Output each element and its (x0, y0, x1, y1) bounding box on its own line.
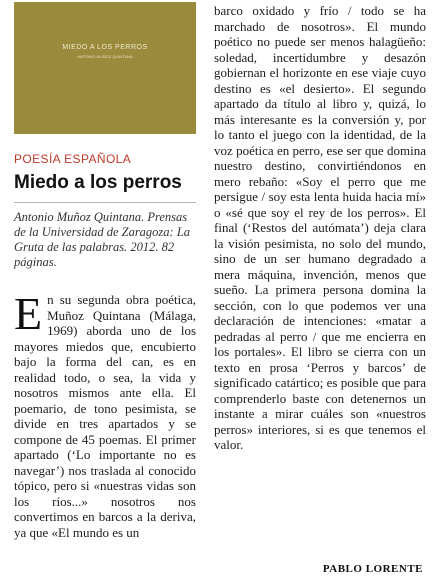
body-column-2: barco oxidado y frío / todo se ha marchado de nosotros». El mundo poético no puede ser menos halagüeño: soledad, incertidumbre y desazón gobiernan el horizonte en ese viaje cuyo destino es «el desierto». El segundo apartado da título al libro y, quizá, lo más interesante es la conversión y, por lo tanto el juego con la identidad, de la voz poética en perro, ese ser que domina nuestro destino, convirtiéndonos en mero rebaño: «Soy el perro que me persigue / soy esta lenta huida hacia mí» o «sé que soy el rey de los perros». El final (‘Restos del autómata’) deja clara la visión pesimista, no solo del mundo, sino de un ser humano degradado a mera máquina, invención, menos que sueño. La primera persona domina la sección, con lo que podemos ver una declaración de intenciones: «matar a pedradas al perro / que me encierra en los portales». El libro se cierra con un texto en prosa ‘Perros y barcos’ de significado catártico; es posible que para comprenderlo baste con detenernos un instante a mirar cuáles son «nuestros perros» interiores, si es que tenemos el valor. (214, 3, 426, 452)
article-headline: Miedo a los perros (14, 172, 182, 193)
drop-cap: E (14, 288, 43, 339)
book-cover-title: MIEDO A LOS PERROS (62, 44, 148, 51)
divider (14, 202, 196, 203)
author-signature: PABLO LORENTE (322, 563, 423, 575)
book-credits: Antonio Muñoz Quintana. Prensas de la Universidad de Zaragoza: La Gruta de las palabras. 2012. 82 páginas. (14, 210, 191, 269)
book-cover-author: ANTONIO MUÑOZ QUINTANA (77, 54, 133, 59)
book-cover-image (14, 2, 196, 134)
body-column-1-text: n su segunda obra poética, Muñoz Quintana (Málaga, 1969) aborda uno de los mayores miedos que, encubierto bajo la forma del can, es en realidad todo, o sea, la vida y nosotros mismos ante ella. El poemario, de tono pesimista, se divide en tres apartados y se compone de 45 poemas. El primer apartado (‘Lo importante no es navegar’) nos traslada al conocido tópico, pero si «nuestras vidas son los ríos...» nosotros nos convertimos en barcos a la deriva, ya que «El mundo es un (14, 292, 196, 540)
section-label: POESÍA ESPAÑOLA (14, 152, 132, 166)
body-column-1 (14, 288, 196, 540)
